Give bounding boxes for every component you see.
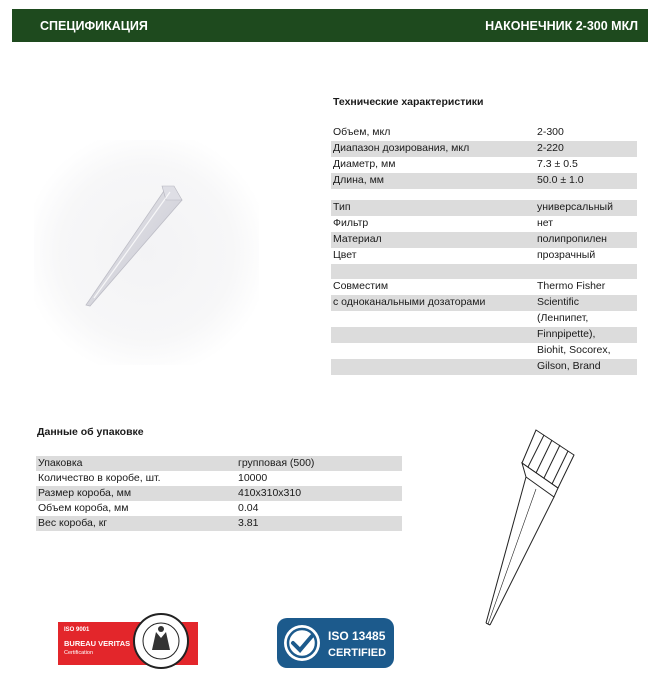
spec-label: Цвет [333,249,357,261]
table-row [36,516,402,531]
table-row [331,311,637,327]
spec-value: полипропилен [535,232,637,248]
spec-value: Thermo Fisher [537,280,606,292]
table-row [331,200,637,216]
table-row [331,216,637,232]
spec-label: Материал [331,232,535,248]
spec-value: Biohit, Socorex, [537,344,611,356]
spec-value: 2-300 [537,126,564,138]
pack-value: 10000 [238,472,268,484]
iso-13485-logo [277,618,394,668]
spec-value: Finnpipette), [535,327,637,343]
table-row [331,157,637,173]
spacer-row [331,189,637,200]
packaging-table [36,456,402,531]
tech-specs-title: Технические характеристики [333,96,484,108]
spec-label: Фильтр [333,217,369,229]
spec-value: 50.0 ± 1.0 [535,173,637,189]
iso-line1: ISO 13485 [328,629,386,643]
pack-label: Вес короба, кг [36,516,236,531]
table-row [331,173,637,189]
iso-line2: CERTIFIED [328,647,387,659]
spec-value: Gilson, Brand [535,359,637,375]
pack-label: Размер короба, мм [36,486,236,501]
bv-iso-label: ISO 9001 [64,627,90,633]
pack-label: Количество в коробе, шт. [38,472,161,484]
pack-label: Объем короба, мм [38,502,129,514]
table-row [331,359,637,375]
page-header [12,9,648,42]
spec-value: (Ленпипет, [537,312,589,324]
spec-value: универсальный [535,200,637,216]
table-row [331,125,637,141]
bv-seal-icon [132,612,190,670]
spec-value: прозрачный [537,249,596,261]
table-row [331,295,637,311]
pipette-tip-photo [34,140,259,365]
table-row [331,232,637,248]
spec-label: Тип [331,200,535,216]
table-row [36,501,402,516]
spec-label: Объем, мкл [333,126,391,138]
table-row [36,471,402,486]
spec-label: Длина, мм [331,173,535,189]
spec-value: 2-220 [535,141,637,157]
table-row [331,141,637,157]
spec-value: 7.3 ± 0.5 [537,158,578,170]
header-product: НАКОНЕЧНИК 2-300 МКЛ [485,19,638,33]
header-title: СПЕЦИФИКАЦИЯ [40,19,148,33]
bv-sub-label: Certification [64,650,94,656]
pack-value: групповая (500) [236,456,402,471]
spec-label: Диаметр, мм [333,158,396,170]
bureau-veritas-logo [58,612,198,670]
packaging-title: Данные об упаковке [37,426,144,438]
spec-value: Scientific [535,295,637,311]
table-row [331,279,637,295]
table-row [331,248,637,264]
tech-specs-table [331,125,637,375]
pipette-tip-drawing [470,425,580,630]
spec-value: нет [537,217,554,229]
spacer-row [331,264,637,279]
spec-label: Диапазон дозирования, мкл [331,141,535,157]
table-row [36,486,402,501]
bv-name-label: BUREAU VERITAS [64,639,131,648]
table-row [331,343,637,359]
pack-value: 0.04 [238,502,259,514]
pack-value: 3.81 [236,516,402,531]
spec-label: с одноканальными дозаторами [331,295,535,311]
spec-label: Совместим [333,280,389,292]
table-row [36,456,402,471]
pack-label: Упаковка [36,456,236,471]
table-row [331,327,637,343]
pack-value: 410x310x310 [236,486,402,501]
